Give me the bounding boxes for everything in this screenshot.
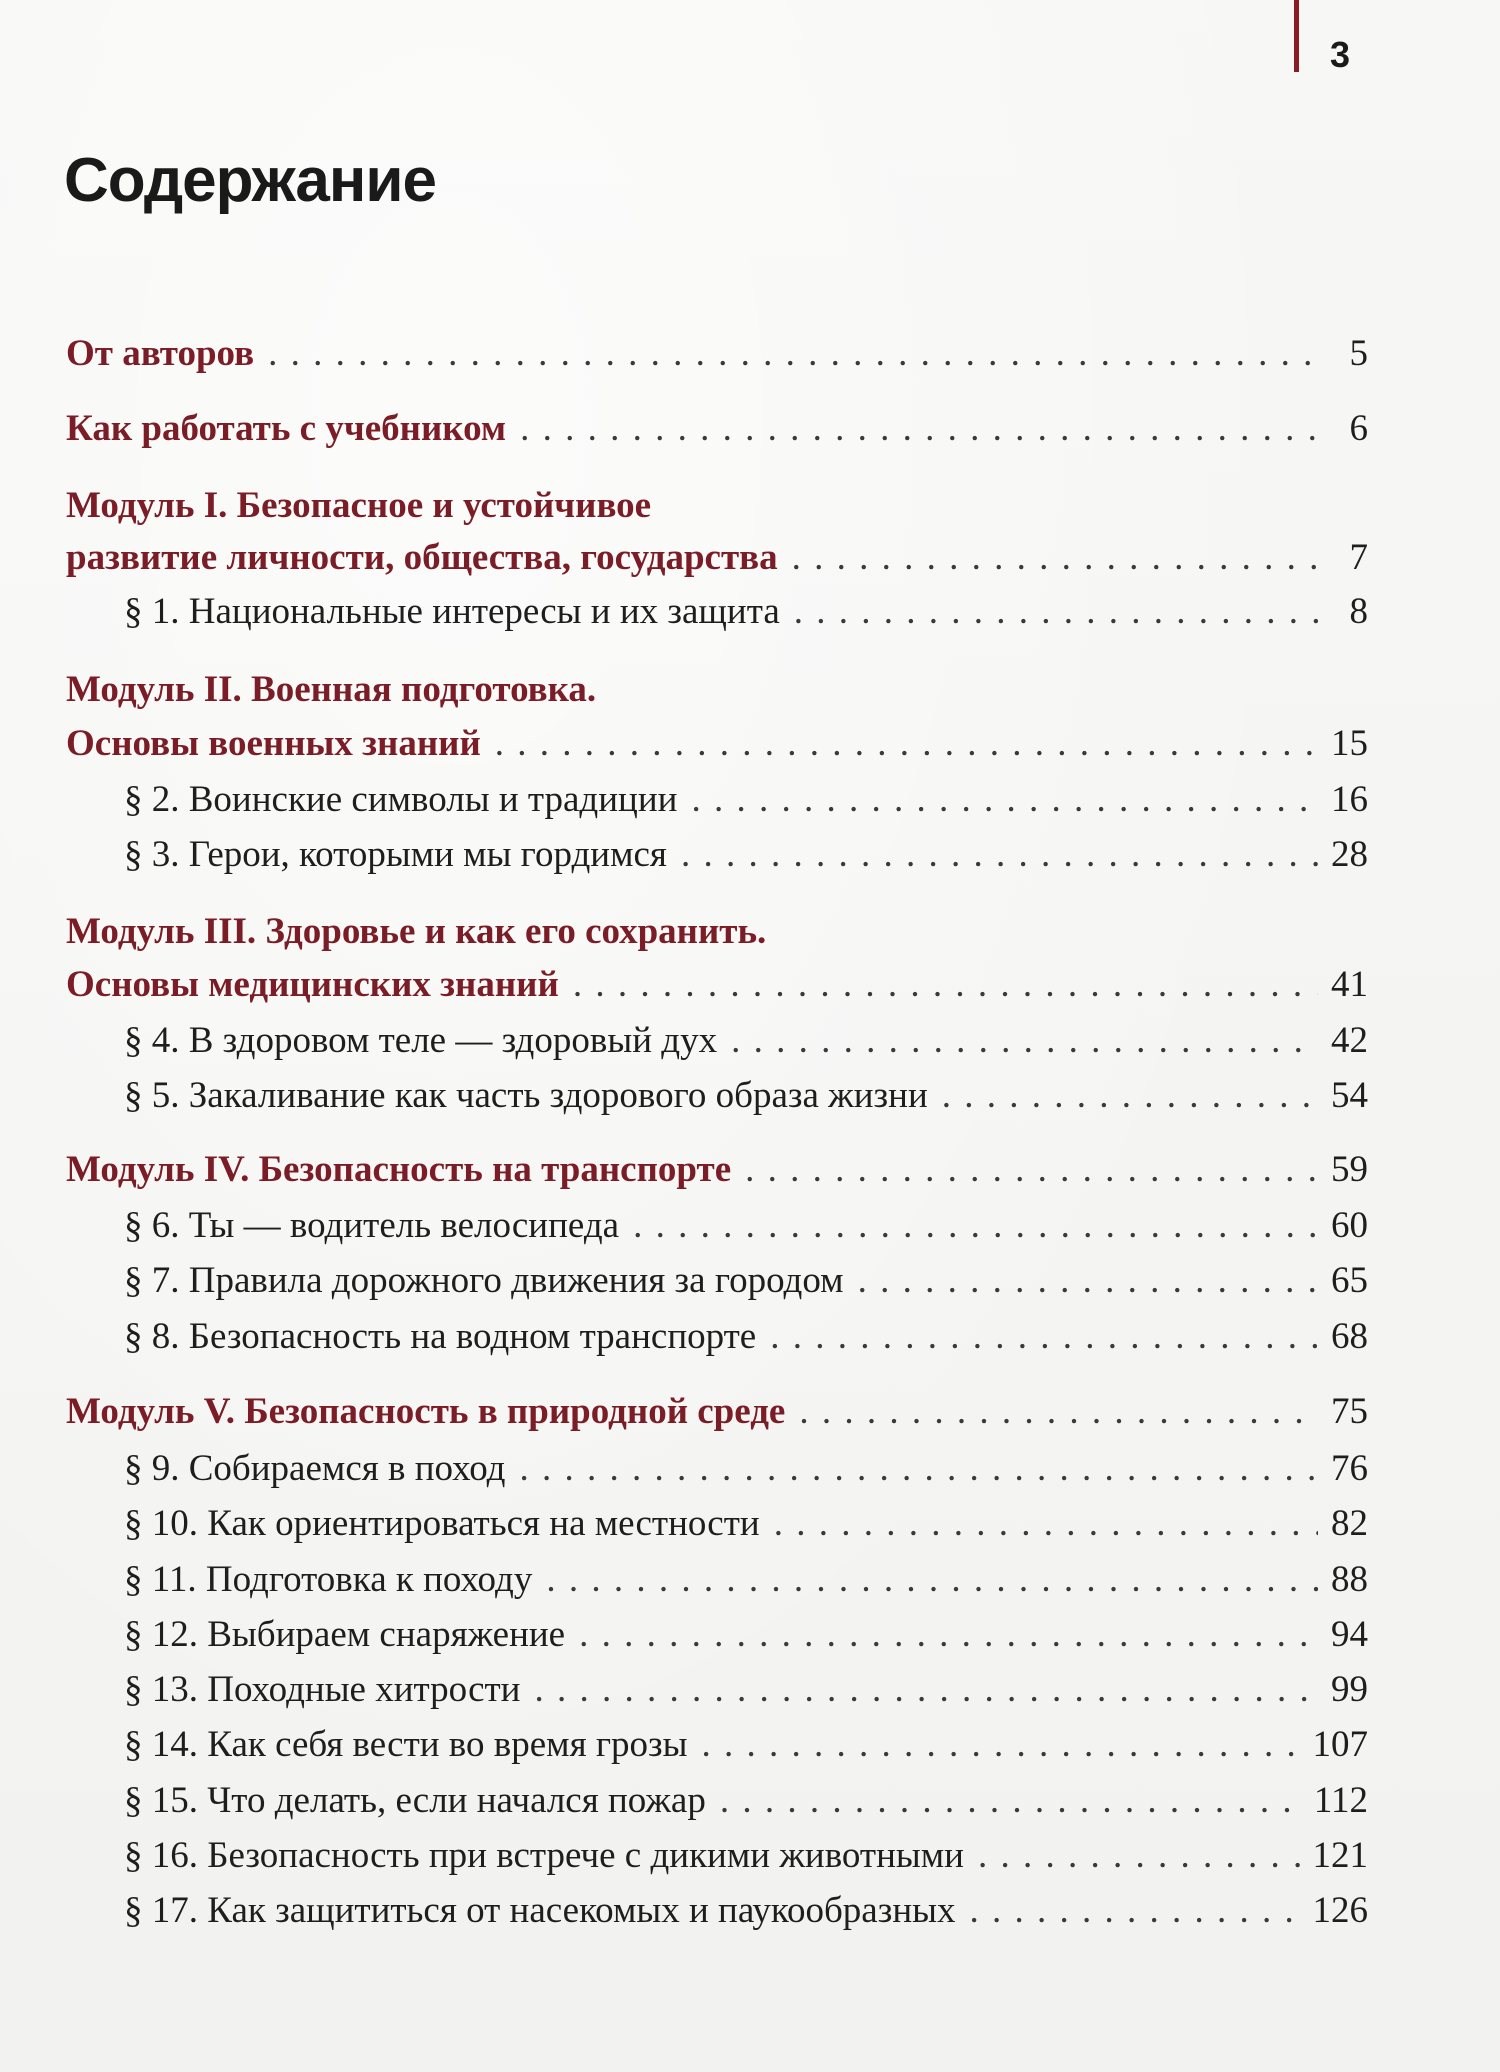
dot-leader <box>546 1558 1318 1602</box>
page-title: Содержание <box>64 146 436 215</box>
toc-page-ref: 68 <box>1331 1316 1368 1357</box>
toc-page-ref: 65 <box>1331 1260 1368 1301</box>
toc-entry-label: § 10. Как ориентироваться на местности <box>124 1503 760 1544</box>
toc-page-ref: 75 <box>1331 1391 1368 1432</box>
toc-page-ref: 54 <box>1331 1075 1368 1116</box>
dot-leader <box>794 590 1318 634</box>
toc-entry-section-4[interactable] <box>124 1019 1368 1063</box>
dot-leader <box>519 1447 1318 1491</box>
toc-entry-module-1[interactable] <box>66 536 1368 580</box>
dot-leader <box>633 1204 1318 1248</box>
toc-entry-label: § 14. Как себя вести во время грозы <box>124 1724 688 1765</box>
toc-entry-section-14[interactable] <box>124 1723 1368 1767</box>
dot-leader <box>681 833 1318 877</box>
dot-leader <box>799 1390 1318 1434</box>
toc-entry-label: § 3. Герои, которыми мы гордимся <box>124 834 667 875</box>
toc-entry-section-12[interactable] <box>124 1613 1368 1657</box>
toc-page-ref: 82 <box>1331 1503 1368 1544</box>
toc-entry-module-4[interactable] <box>66 1148 1368 1192</box>
toc-page-ref: 94 <box>1331 1614 1368 1655</box>
toc-entry-section-8[interactable] <box>124 1315 1368 1359</box>
dot-leader <box>942 1074 1318 1118</box>
dot-leader <box>691 778 1318 822</box>
toc-entry-module-2[interactable] <box>66 722 1368 766</box>
toc-entry-section-9[interactable] <box>124 1447 1368 1491</box>
toc-entry-section-1[interactable] <box>124 590 1368 634</box>
toc-page-ref: 121 <box>1312 1835 1368 1876</box>
toc-page-ref: 59 <box>1331 1149 1368 1190</box>
toc-entry-label: § 7. Правила дорожного движения за городом <box>124 1260 844 1301</box>
toc-page-ref: 15 <box>1331 723 1368 764</box>
dot-leader <box>520 407 1318 451</box>
toc-page-ref: 7 <box>1349 537 1368 578</box>
dot-leader <box>731 1019 1318 1063</box>
toc-entry-label: Модуль V. Безопасность в природной среде <box>66 1391 786 1432</box>
toc-page-ref: 126 <box>1312 1890 1368 1931</box>
dot-leader <box>792 536 1318 580</box>
toc-entry-label: § 6. Ты — водитель велосипеда <box>124 1205 620 1246</box>
toc-entry-section-10[interactable] <box>124 1502 1368 1546</box>
dot-leader <box>268 332 1318 376</box>
toc-entry-label: § 17. Как защититься от насекомых и паукообразных <box>124 1890 956 1931</box>
toc-entry-label: Модуль IV. Безопасность на транспорте <box>66 1149 732 1190</box>
toc-entry-label: § 4. В здоровом теле — здоровый дух <box>124 1020 718 1061</box>
toc-entry-label: Основы военных знаний <box>66 723 481 764</box>
dot-leader <box>702 1723 1303 1767</box>
toc-page-ref: 16 <box>1331 779 1368 820</box>
toc-entry-section-15[interactable] <box>124 1779 1368 1823</box>
dot-leader <box>745 1148 1318 1192</box>
toc-page-ref: 107 <box>1312 1724 1368 1765</box>
toc-page-ref: 6 <box>1349 408 1368 449</box>
toc-page-ref: 60 <box>1331 1205 1368 1246</box>
dot-leader <box>978 1834 1303 1878</box>
toc-entry-label: От авторов <box>66 333 255 374</box>
module-3-title-line1: Модуль III. Здоровье и как его сохранить. <box>66 911 767 952</box>
toc-entry-label: § 8. Безопасность на водном транспорте <box>124 1316 757 1357</box>
toc-entry-section-2[interactable] <box>124 778 1368 822</box>
toc-entry-label: Как работать с учебником <box>66 408 507 449</box>
dot-leader <box>720 1779 1304 1823</box>
dot-leader <box>770 1315 1318 1359</box>
toc-entry-label: § 12. Выбираем снаряжение <box>124 1614 566 1655</box>
toc-entry-section-11[interactable] <box>124 1558 1368 1602</box>
toc-page-ref: 42 <box>1331 1020 1368 1061</box>
toc-entry-label: § 9. Собираемся в поход <box>124 1448 506 1489</box>
module-2-title-line1: Модуль II. Военная подготовка. <box>66 669 597 710</box>
toc-entry-label: § 5. Закаливание как часть здорового образа жизни <box>124 1075 928 1116</box>
toc-page-ref: 112 <box>1313 1780 1368 1821</box>
toc-entry-label: § 16. Безопасность при встрече с дикими животными <box>124 1835 964 1876</box>
toc-entry-section-17[interactable] <box>124 1889 1368 1933</box>
module-1-title-line1: Модуль I. Безопасное и устойчивое <box>66 485 652 526</box>
dot-leader <box>970 1889 1303 1933</box>
toc-page-ref: 88 <box>1331 1559 1368 1600</box>
page-marker-bar <box>1294 0 1299 72</box>
toc-entry-module-5[interactable] <box>66 1390 1368 1434</box>
toc-entry-label: развитие личности, общества, государства <box>66 537 778 578</box>
toc-entry-section-16[interactable] <box>124 1834 1368 1878</box>
toc-entry-label: § 11. Подготовка к походу <box>124 1559 533 1600</box>
toc-entry-label: § 2. Воинские символы и традиции <box>124 779 678 820</box>
dot-leader <box>495 722 1318 766</box>
page-number: 3 <box>1330 34 1351 75</box>
toc-page-ref: 41 <box>1331 964 1368 1005</box>
dot-leader <box>774 1502 1318 1546</box>
toc-page-ref: 76 <box>1331 1448 1368 1489</box>
toc-entry-label: § 13. Походные хитрости <box>124 1669 521 1710</box>
toc-entry-how-to-use[interactable] <box>66 407 1368 451</box>
dot-leader <box>579 1613 1318 1657</box>
toc-entry-section-5[interactable] <box>124 1074 1368 1118</box>
toc-entry-label: Основы медицинских знаний <box>66 964 559 1005</box>
toc-page-ref: 5 <box>1349 333 1368 374</box>
dot-leader <box>534 1668 1318 1712</box>
toc-page-ref: 99 <box>1331 1669 1368 1710</box>
toc-entry-label: § 1. Национальные интересы и их защита <box>124 591 780 632</box>
toc-entry-authors[interactable] <box>66 332 1368 376</box>
toc-entry-section-3[interactable] <box>124 833 1368 877</box>
dot-leader <box>858 1259 1318 1303</box>
toc-page-ref: 8 <box>1349 591 1368 632</box>
toc-entry-section-13[interactable] <box>124 1668 1368 1712</box>
toc-page-ref: 28 <box>1331 834 1368 875</box>
toc-entry-section-6[interactable] <box>124 1204 1368 1248</box>
toc-entry-label: § 15. Что делать, если начался пожар <box>124 1780 706 1821</box>
toc-entry-module-3[interactable] <box>66 963 1368 1007</box>
toc-entry-section-7[interactable] <box>124 1259 1368 1303</box>
dot-leader <box>573 963 1318 1007</box>
